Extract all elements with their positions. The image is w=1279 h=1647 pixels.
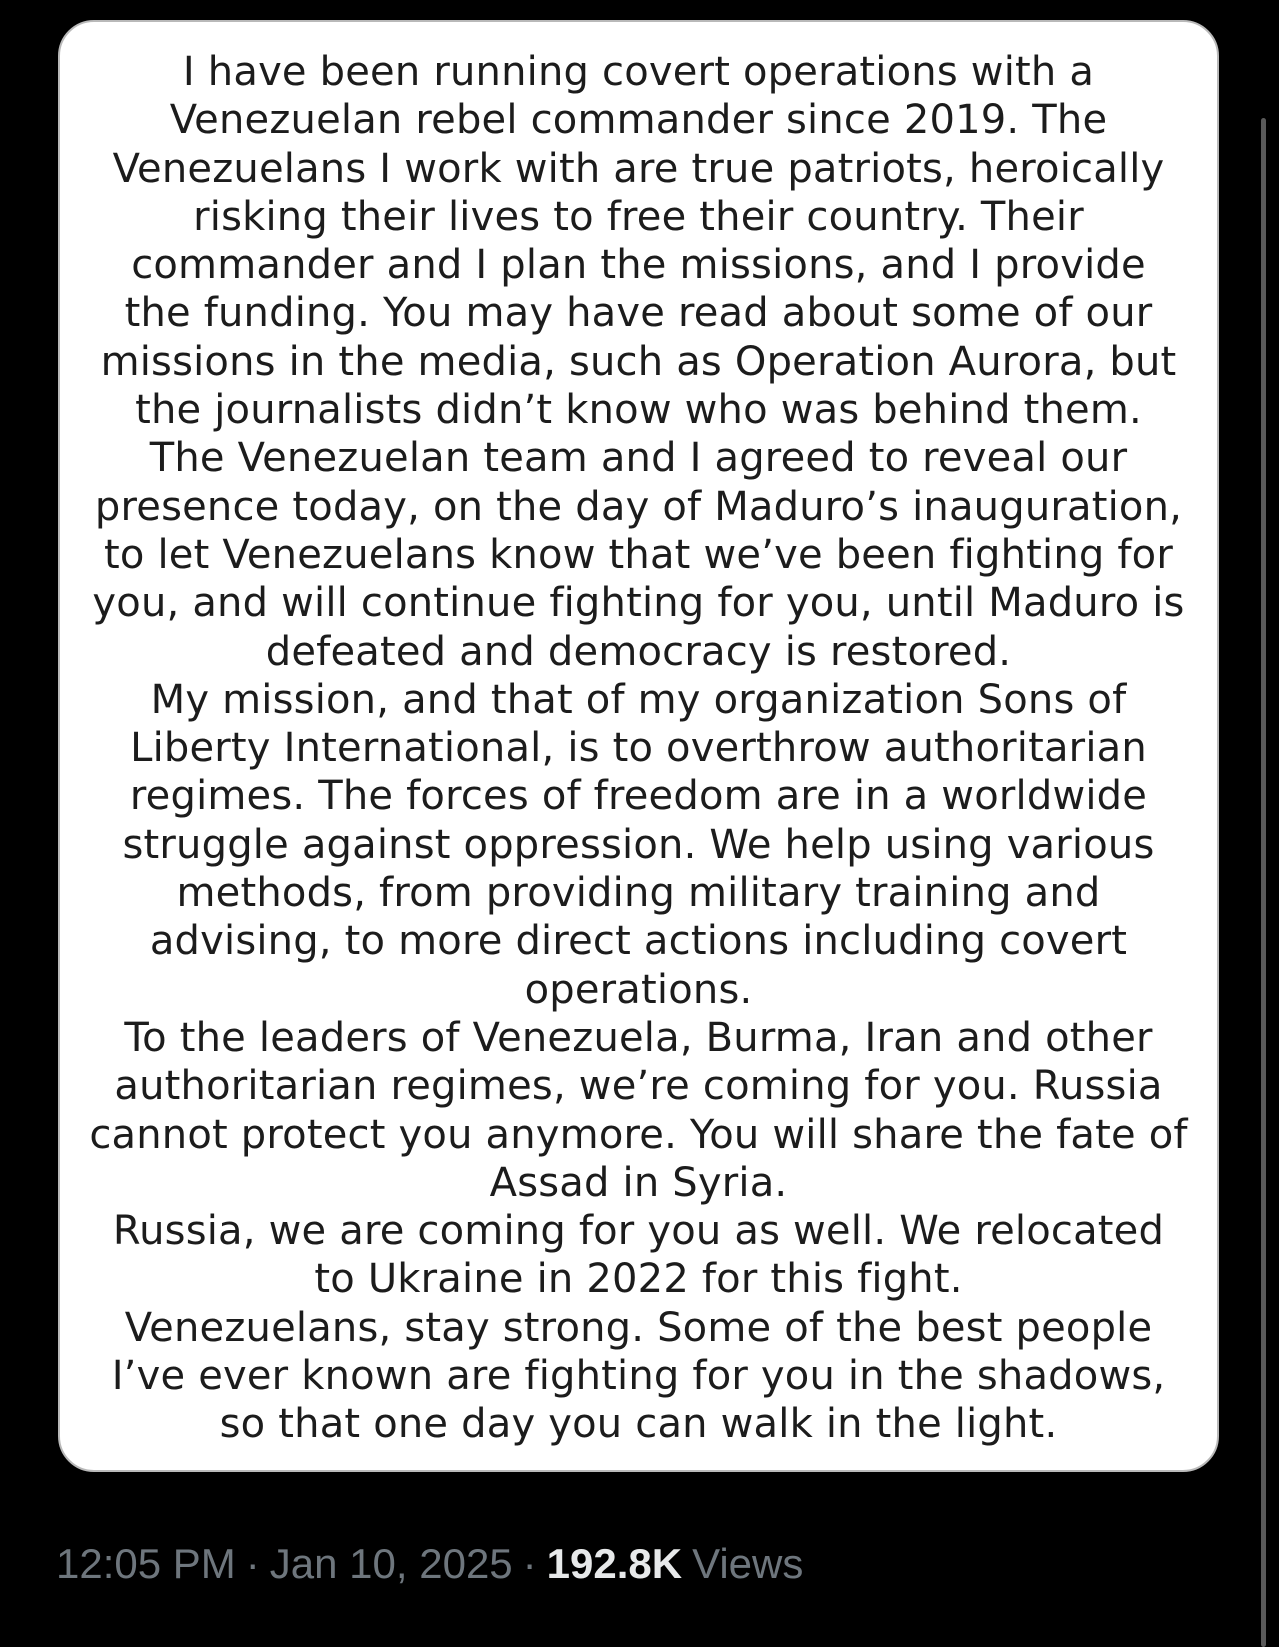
statement-text <box>80 48 1197 1449</box>
views-count[interactable]: 192.8K <box>546 1540 683 1587</box>
statement-line: Assad in Syria. <box>489 1159 788 1206</box>
post-time[interactable]: 12:05 PM <box>56 1540 236 1587</box>
statement-line: struggle against oppression. We help using various <box>122 821 1155 868</box>
statement-line: Russia, we are coming for you as well. We relocated <box>112 1208 1165 1255</box>
scrollbar[interactable] <box>1261 118 1266 1647</box>
statement-line: advising, to more direct actions including covert <box>149 918 1128 965</box>
statement-line: to let Venezuelans know that we’ve been fighting for <box>104 531 1173 578</box>
statement-line: Venezuelans I work with are true patriots, heroically <box>112 145 1165 192</box>
statement-line: operations. <box>524 966 753 1013</box>
statement-line: authoritarian regimes, we’re coming for you. Russia <box>114 1063 1163 1110</box>
statement-line: missions in the media, such as Operation Aurora, but <box>100 338 1177 385</box>
statement-line: Liberty International, is to overthrow authoritarian <box>130 725 1147 772</box>
statement-line: defeated and democracy is restored. <box>265 628 1012 675</box>
statement-line: I’ve ever known are fighting for you in the shadows, <box>111 1353 1166 1400</box>
statement-line: to Ukraine in 2022 for this fight. <box>314 1256 963 1303</box>
statement-line: To the leaders of Venezuela, Burma, Iran and other <box>124 1014 1153 1061</box>
post-date[interactable]: Jan 10, 2025 <box>269 1540 513 1587</box>
statement-line: cannot protect you anymore. You will share the fate of <box>89 1111 1188 1158</box>
statement-line: you, and will continue fighting for you, until Maduro is <box>92 580 1185 627</box>
statement-line: Venezuelans, stay strong. Some of the best people <box>124 1304 1153 1351</box>
statement-line: risking their lives to free their country. Their <box>193 193 1084 240</box>
statement-line: presence today, on the day of Maduro’s inauguration, <box>94 483 1183 530</box>
statement-line: the journalists didn’t know who was behind them. <box>135 387 1142 434</box>
statement-line: so that one day you can walk in the light. <box>219 1401 1058 1448</box>
separator: · <box>245 1540 260 1587</box>
separator: · <box>522 1540 537 1587</box>
statement-line: I have been running covert operations with a <box>182 49 1095 95</box>
statement-line: methods, from providing military training and <box>176 870 1101 917</box>
statement-line: commander and I plan the missions, and I provide <box>131 242 1146 289</box>
statement-line: The Venezuelan team and I agreed to reveal our <box>149 435 1128 482</box>
statement-line: regimes. The forces of freedom are in a worldwide <box>129 773 1148 820</box>
statement-line: Venezuelan rebel commander since 2019. The <box>169 97 1108 144</box>
statement-line: the funding. You may have read about some of our <box>124 290 1153 337</box>
statement-line: My mission, and that of my organization Sons of <box>150 676 1127 723</box>
post-metadata <box>56 1535 803 1593</box>
views-label[interactable]: Views <box>692 1540 804 1587</box>
statement-image <box>58 20 1219 1472</box>
